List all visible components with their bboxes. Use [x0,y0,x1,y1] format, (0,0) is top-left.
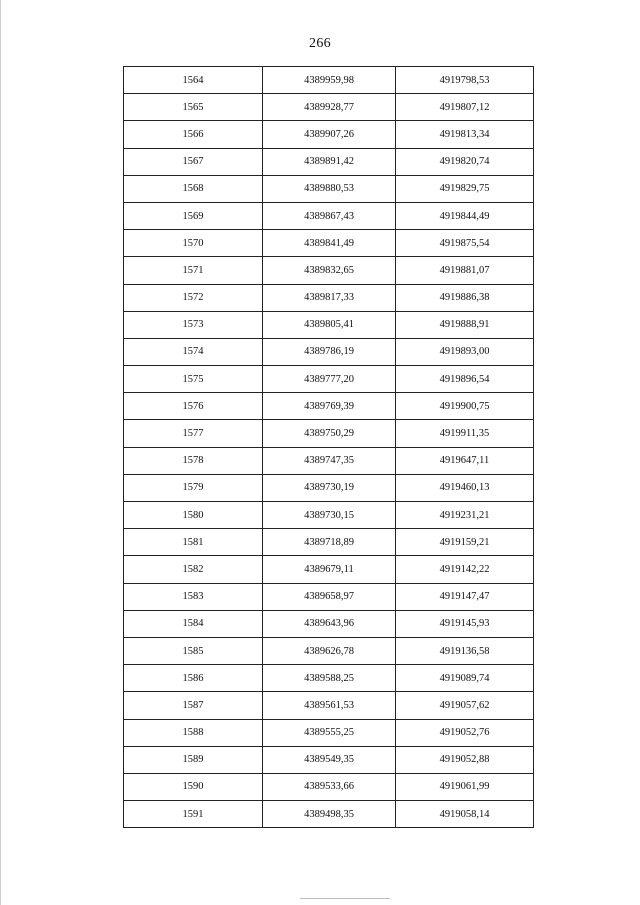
x-coordinate-cell: 4389533,66 [263,773,396,800]
table-row [124,665,534,692]
table-row [124,420,534,447]
point-number-cell: 1591 [124,801,263,828]
x-coordinate-cell: 4389730,15 [263,502,396,529]
x-coordinate-cell: 4389959,98 [263,67,396,94]
x-coordinate-cell: 4389747,35 [263,447,396,474]
y-coordinate-cell: 4919147,47 [396,583,534,610]
table-row [124,67,534,94]
x-coordinate-cell: 4389555,25 [263,719,396,746]
y-coordinate-cell: 4919911,35 [396,420,534,447]
table-row [124,366,534,393]
table-row [124,311,534,338]
table-row [124,719,534,746]
table-row [124,474,534,501]
point-number-cell: 1571 [124,257,263,284]
x-coordinate-cell: 4389777,20 [263,366,396,393]
point-number-cell: 1565 [124,94,263,121]
point-number-cell: 1580 [124,502,263,529]
table-row [124,148,534,175]
point-number-cell: 1587 [124,692,263,719]
x-coordinate-cell: 4389880,53 [263,175,396,202]
y-coordinate-cell: 4919061,99 [396,773,534,800]
y-coordinate-cell: 4919145,93 [396,610,534,637]
table-row [124,746,534,773]
y-coordinate-cell: 4919057,62 [396,692,534,719]
point-number-cell: 1583 [124,583,263,610]
point-number-cell: 1578 [124,447,263,474]
table-row [124,230,534,257]
y-coordinate-cell: 4919142,22 [396,556,534,583]
x-coordinate-cell: 4389658,97 [263,583,396,610]
table-row [124,94,534,121]
point-number-cell: 1564 [124,67,263,94]
y-coordinate-cell: 4919136,58 [396,637,534,664]
point-number-cell: 1569 [124,202,263,229]
y-coordinate-cell: 4919886,38 [396,284,534,311]
x-coordinate-cell: 4389730,19 [263,474,396,501]
coordinates-table-body [124,67,534,828]
x-coordinate-cell: 4389907,26 [263,121,396,148]
table-row [124,637,534,664]
y-coordinate-cell: 4919875,54 [396,230,534,257]
table-row [124,447,534,474]
point-number-cell: 1582 [124,556,263,583]
x-coordinate-cell: 4389561,53 [263,692,396,719]
x-coordinate-cell: 4389867,43 [263,202,396,229]
x-coordinate-cell: 4389928,77 [263,94,396,121]
y-coordinate-cell: 4919888,91 [396,311,534,338]
point-number-cell: 1576 [124,393,263,420]
point-number-cell: 1584 [124,610,263,637]
scan-edge-line [0,0,1,905]
table-row [124,284,534,311]
table-row [124,556,534,583]
x-coordinate-cell: 4389679,11 [263,556,396,583]
y-coordinate-cell: 4919844,49 [396,202,534,229]
y-coordinate-cell: 4919813,34 [396,121,534,148]
y-coordinate-cell: 4919893,00 [396,338,534,365]
point-number-cell: 1572 [124,284,263,311]
coordinates-table [123,66,534,828]
point-number-cell: 1567 [124,148,263,175]
y-coordinate-cell: 4919881,07 [396,257,534,284]
x-coordinate-cell: 4389626,78 [263,637,396,664]
table-row [124,202,534,229]
point-number-cell: 1575 [124,366,263,393]
y-coordinate-cell: 4919798,53 [396,67,534,94]
table-row [124,175,534,202]
y-coordinate-cell: 4919820,74 [396,148,534,175]
page-number: 266 [309,36,331,51]
y-coordinate-cell: 4919089,74 [396,665,534,692]
x-coordinate-cell: 4389750,29 [263,420,396,447]
point-number-cell: 1568 [124,175,263,202]
table-row [124,773,534,800]
x-coordinate-cell: 4389643,96 [263,610,396,637]
y-coordinate-cell: 4919159,21 [396,529,534,556]
point-number-cell: 1585 [124,637,263,664]
y-coordinate-cell: 4919807,12 [396,94,534,121]
table-row [124,692,534,719]
y-coordinate-cell: 4919460,13 [396,474,534,501]
x-coordinate-cell: 4389891,42 [263,148,396,175]
table-row [124,121,534,148]
point-number-cell: 1588 [124,719,263,746]
point-number-cell: 1590 [124,773,263,800]
x-coordinate-cell: 4389769,39 [263,393,396,420]
x-coordinate-cell: 4389817,33 [263,284,396,311]
y-coordinate-cell: 4919900,75 [396,393,534,420]
x-coordinate-cell: 4389832,65 [263,257,396,284]
point-number-cell: 1586 [124,665,263,692]
x-coordinate-cell: 4389549,35 [263,746,396,773]
x-coordinate-cell: 4389805,41 [263,311,396,338]
x-coordinate-cell: 4389588,25 [263,665,396,692]
table-row [124,257,534,284]
table-row [124,610,534,637]
y-coordinate-cell: 4919052,76 [396,719,534,746]
point-number-cell: 1573 [124,311,263,338]
point-number-cell: 1577 [124,420,263,447]
x-coordinate-cell: 4389718,89 [263,529,396,556]
x-coordinate-cell: 4389786,19 [263,338,396,365]
table-row [124,583,534,610]
y-coordinate-cell: 4919058,14 [396,801,534,828]
table-row [124,801,534,828]
x-coordinate-cell: 4389841,49 [263,230,396,257]
table-row [124,529,534,556]
point-number-cell: 1566 [124,121,263,148]
y-coordinate-cell: 4919231,21 [396,502,534,529]
scan-bottom-line [300,898,390,899]
point-number-cell: 1579 [124,474,263,501]
y-coordinate-cell: 4919896,54 [396,366,534,393]
y-coordinate-cell: 4919647,11 [396,447,534,474]
y-coordinate-cell: 4919052,88 [396,746,534,773]
point-number-cell: 1581 [124,529,263,556]
point-number-cell: 1570 [124,230,263,257]
point-number-cell: 1589 [124,746,263,773]
table-row [124,502,534,529]
x-coordinate-cell: 4389498,35 [263,801,396,828]
table-row [124,338,534,365]
point-number-cell: 1574 [124,338,263,365]
y-coordinate-cell: 4919829,75 [396,175,534,202]
table-row [124,393,534,420]
